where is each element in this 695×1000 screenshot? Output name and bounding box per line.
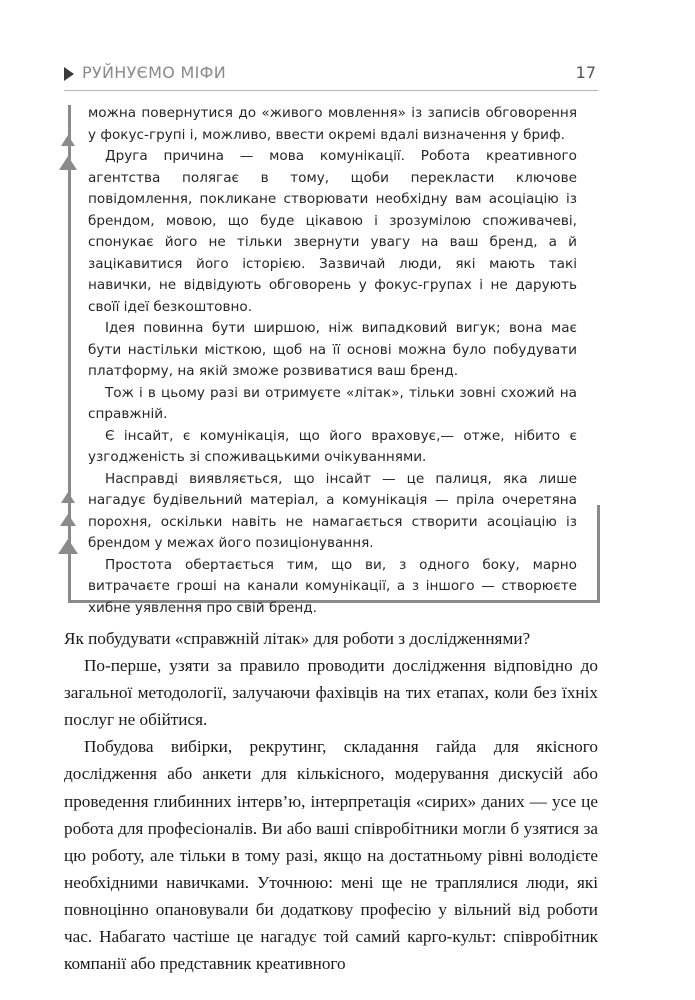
box-paragraph: Простота обертається тим, що ви, з одного боку, марно витрачаєте гроші на канали комунікації, а з іншого — створюєте хибне уявлення про свій бренд. <box>88 556 577 616</box>
header-divider <box>64 90 598 91</box>
triangle-icon <box>60 514 76 526</box>
box-right-border <box>597 505 600 603</box>
box-paragraph: можна повернутися до «живого мовлення» із записів обговорення у фокус-групі і, можливо, ввести окремі вдалі визначення у бриф. <box>88 105 577 143</box>
box-text <box>88 103 577 619</box>
body-paragraph: По-перше, узяти за правило проводити дослідження відповідно до загальної методології, залучаючи фахівців на тих етапах, коли без їхніх послуг не обійтися. <box>64 656 598 730</box>
box-paragraph: Тож і в цьому разі ви отримуєте «літак», тільки зовні схожий на справжній. <box>88 384 577 422</box>
box-paragraph: Є інсайт, є комунікація, що його враховує,— отже, нібито є узгодженість зі споживацькими очікуваннями. <box>88 427 577 465</box>
body-paragraph: Побудова вибірки, рекрутинг, складання гайда для якісного дослідження або анкети для кількісного, модерування дискусій або проведення глибинних інтерв’ю, інтерпретація «сирих» даних — усе це робота для професіоналів. Ви або ваші співробітники могли б узятися за цю роботу, але тільки в тому разі, якщо на достатньому рівні володієте необхідними навичками. Уточнюю: мені ще не траплялися люди, які повноцінно опановували би додаткову професію у вільний від роботи час. Набагато частіше це нагадує той самий карго-культ: співробітник компанії або представник креативного <box>64 737 598 974</box>
page-number: 17 <box>575 63 596 82</box>
box-paragraph: Насправді виявляється, що інсайт — це палиця, яка лише нагадує будівельний матеріал, а комунікація — пріла очеретяна порохня, оскільки навіть не намагається створити асоціацію із брендом у межах його позиціонування. <box>88 470 577 551</box>
main-text <box>64 625 598 977</box>
sidebar-box <box>64 103 598 616</box>
box-paragraph: Ідея повинна бути ширшою, ніж випадковий вигук; вона має бути настільки місткою, щоб на її основі можна було побудувати платформу, на якій зможе розвиватися ваш бренд. <box>88 320 577 379</box>
triangle-icon <box>61 135 75 146</box>
chapter-title: РУЙНУЄМО МІФИ <box>82 63 226 82</box>
triangle-icon <box>61 492 75 503</box>
header-arrow-icon <box>64 67 74 81</box>
box-paragraph: Друга причина — мова комунікації. Робота креативного агентства полягає в тому, щоби перекласти ключове повідомлення, покликане створювати необхідну вам асоціацію із брендом, мовою, що буде цікавою і зрозумілою споживачеві, спонукає його не тільки звернути увагу на ваш бренд, а й зацікавитися його історією. Зазвичай люди, які мають такі навички, не відвідують обговорень у фокус-групах і не дарують своїї ідеї безкоштовно. <box>88 148 577 315</box>
triangle-icon <box>59 156 77 170</box>
box-left-border <box>68 105 71 603</box>
body-paragraph: Як побудувати «справжній літак» для роботи з дослідженнями? <box>64 629 531 648</box>
running-header <box>64 63 598 85</box>
triangle-icon <box>58 539 78 554</box>
